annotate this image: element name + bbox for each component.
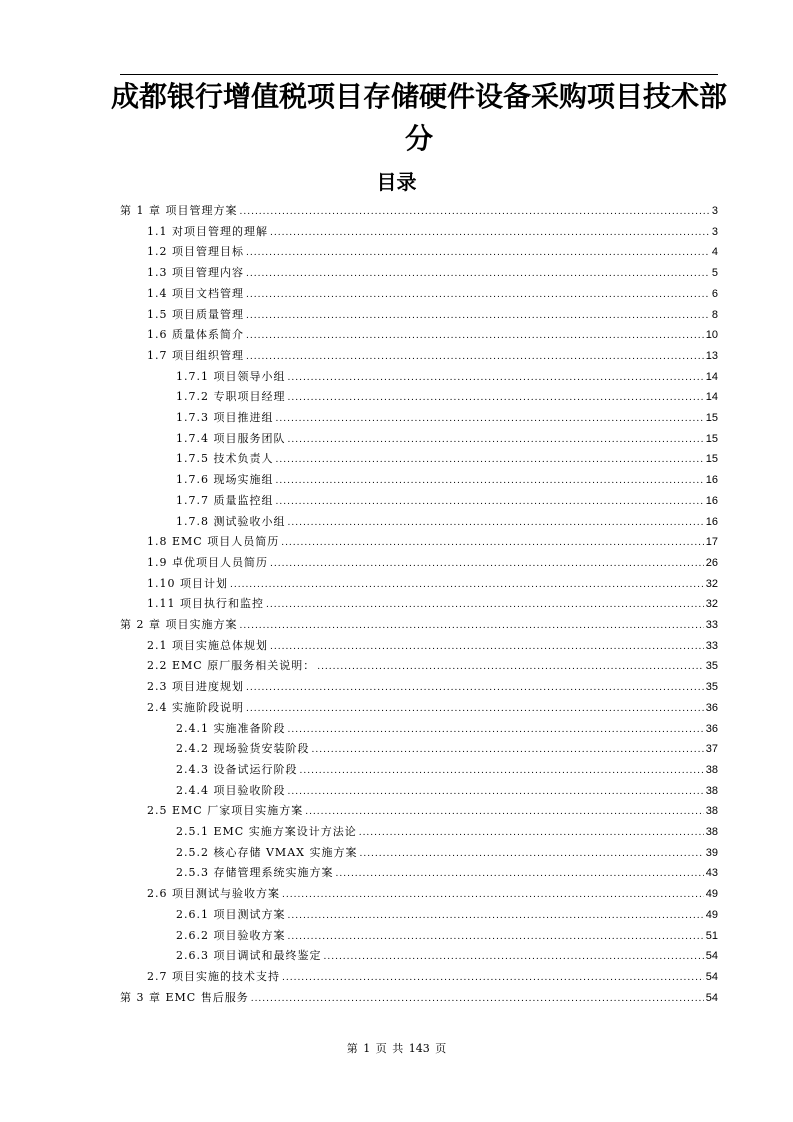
toc-entry-label: 2.4.4 项目验收阶段 bbox=[176, 783, 286, 797]
toc-dot-leader bbox=[288, 513, 704, 533]
toc-entry-page-number: 49 bbox=[705, 888, 718, 901]
toc-entry-label: 1.3 项目管理内容 bbox=[147, 266, 244, 280]
toc-entry-page-number: 43 bbox=[705, 867, 718, 880]
toc-entry-page-number: 38 bbox=[705, 826, 718, 838]
toc-entry[interactable] bbox=[147, 636, 718, 656]
toc-entry[interactable] bbox=[147, 553, 718, 573]
toc-dot-leader bbox=[300, 761, 704, 781]
toc-dot-leader bbox=[288, 906, 704, 926]
toc-entry[interactable] bbox=[176, 491, 718, 511]
toc-entry-page-number: 35 bbox=[705, 681, 718, 694]
toc-entry[interactable] bbox=[147, 594, 718, 614]
toc-entry[interactable] bbox=[176, 449, 718, 469]
toc-entry-label: 2.4.3 设备试运行阶段 bbox=[176, 762, 298, 776]
toc-entry[interactable] bbox=[176, 470, 718, 490]
toc-entry[interactable] bbox=[147, 242, 718, 262]
toc-dot-leader bbox=[282, 968, 704, 988]
toc-entry-label: 2.2 EMC 原厂服务相关说明： bbox=[147, 659, 316, 673]
toc-entry[interactable] bbox=[120, 615, 718, 635]
toc-entry-label: 第 3 章 EMC 售后服务 bbox=[120, 990, 249, 1004]
toc-dot-leader bbox=[270, 223, 710, 243]
toc-entry-page-number: 37 bbox=[705, 743, 718, 756]
toc-entry-label: 2.4.2 现场验货安装阶段 bbox=[176, 742, 310, 756]
toc-entry-page-number: 3 bbox=[711, 225, 718, 238]
toc-dot-leader bbox=[359, 823, 704, 843]
toc-entry[interactable] bbox=[176, 512, 718, 532]
toc-entry-page-number: 35 bbox=[705, 660, 718, 673]
toc-entry-page-number: 16 bbox=[705, 474, 718, 487]
toc-heading: 目录 bbox=[376, 170, 417, 194]
toc-entry[interactable] bbox=[176, 429, 718, 449]
toc-entry-page-number: 39 bbox=[705, 846, 718, 859]
toc-entry-label: 1.10 项目计划 bbox=[147, 576, 228, 590]
toc-dot-leader bbox=[270, 637, 704, 657]
toc-entry-page-number: 10 bbox=[705, 329, 718, 342]
toc-entry-label: 1.5 项目质量管理 bbox=[147, 307, 244, 321]
toc-entry[interactable] bbox=[147, 325, 718, 345]
toc-entry-label: 1.7.4 项目服务团队 bbox=[176, 431, 286, 445]
toc-entry-label: 1.4 项目文档管理 bbox=[147, 286, 244, 300]
toc-entry[interactable] bbox=[176, 905, 718, 925]
toc-entry[interactable] bbox=[176, 408, 718, 428]
toc-dot-leader bbox=[276, 471, 704, 491]
toc-entry-page-number: 17 bbox=[705, 536, 718, 549]
toc-dot-leader bbox=[230, 575, 704, 595]
toc-entry-label: 2.5.3 存储管理系统实施方案 bbox=[176, 866, 334, 880]
toc-entry-page-number: 16 bbox=[705, 494, 718, 507]
toc-entry[interactable] bbox=[176, 926, 718, 946]
toc-entry-page-number: 15 bbox=[705, 412, 718, 424]
toc-entry-label: 2.6 项目测试与验收方案 bbox=[147, 887, 280, 901]
toc-entry-label: 1.6 质量体系简介 bbox=[147, 328, 244, 342]
toc-dot-leader bbox=[246, 285, 710, 305]
toc-entry-page-number: 38 bbox=[705, 784, 718, 797]
toc-entry-label: 1.2 项目管理目标 bbox=[147, 245, 244, 259]
toc-entry[interactable] bbox=[147, 698, 718, 718]
toc-entry[interactable] bbox=[176, 760, 718, 780]
toc-entry-label: 2.7 项目实施的技术支持 bbox=[147, 969, 280, 983]
toc-entry-label: 第 2 章 项目实施方案 bbox=[120, 618, 238, 631]
toc-entry-label: 第 1 章 项目管理方案 bbox=[120, 204, 238, 217]
header-rule bbox=[120, 74, 718, 75]
toc-entry-page-number: 54 bbox=[705, 991, 718, 1004]
toc-dot-leader bbox=[251, 989, 704, 1009]
toc-entry[interactable] bbox=[176, 719, 718, 739]
toc-entry-page-number: 54 bbox=[705, 950, 718, 963]
toc-dot-leader bbox=[276, 450, 704, 470]
toc-dot-leader bbox=[281, 533, 704, 553]
page-footer: 第 1 页 共 143 页 bbox=[346, 1042, 447, 1055]
toc-dot-leader bbox=[288, 720, 704, 740]
toc-entry-label: 1.7.3 项目推进组 bbox=[176, 411, 274, 424]
toc-entry[interactable] bbox=[147, 574, 718, 594]
toc-entry-label: 2.5 EMC 厂家项目实施方案 bbox=[147, 804, 304, 818]
toc-entry-page-number: 36 bbox=[705, 722, 718, 735]
toc-entry-page-number: 15 bbox=[705, 453, 718, 466]
toc-entry-page-number: 4 bbox=[711, 246, 718, 259]
toc-entry-page-number: 54 bbox=[705, 970, 718, 983]
toc-entry-page-number: 38 bbox=[705, 805, 718, 818]
toc-entry-page-number: 49 bbox=[705, 908, 718, 921]
toc-entry[interactable] bbox=[176, 367, 718, 387]
toc-entry-page-number: 32 bbox=[705, 577, 718, 590]
toc-entry-page-number: 8 bbox=[711, 308, 718, 321]
toc-dot-leader bbox=[317, 657, 704, 677]
toc-dot-leader bbox=[246, 264, 710, 284]
toc-entry[interactable] bbox=[147, 305, 718, 325]
toc-dot-leader bbox=[240, 202, 710, 222]
toc-entry[interactable] bbox=[120, 201, 718, 221]
toc-dot-leader bbox=[246, 326, 704, 346]
toc-entry[interactable] bbox=[176, 781, 718, 801]
toc-entry-label: 1.7.2 专职项目经理 bbox=[176, 390, 286, 404]
toc-entry[interactable] bbox=[147, 532, 718, 552]
toc-entry-label: 1.1 对项目管理的理解 bbox=[147, 224, 268, 238]
toc-entry-page-number: 33 bbox=[705, 639, 718, 652]
toc-entry-page-number: 14 bbox=[705, 391, 718, 404]
toc-dot-leader bbox=[305, 802, 704, 822]
toc-dot-leader bbox=[282, 885, 704, 905]
toc-entry[interactable] bbox=[147, 346, 718, 366]
toc-entry-label: 1.7.7 质量监控组 bbox=[176, 493, 274, 507]
toc-entry[interactable] bbox=[176, 946, 718, 966]
toc-entry[interactable] bbox=[147, 263, 718, 283]
toc-entry-page-number: 14 bbox=[705, 370, 718, 383]
toc-entry[interactable] bbox=[147, 222, 718, 242]
toc-entry[interactable] bbox=[176, 843, 718, 863]
toc-entry[interactable] bbox=[147, 884, 718, 904]
toc-entry-page-number: 33 bbox=[705, 619, 718, 631]
toc-entry-label: 1.7 项目组织管理 bbox=[147, 348, 244, 362]
toc-dot-leader bbox=[359, 844, 703, 864]
toc-dot-leader bbox=[246, 306, 710, 326]
toc-dot-leader bbox=[266, 595, 704, 615]
toc-dot-leader bbox=[288, 368, 704, 388]
toc-entry-label: 1.7.8 测试验收小组 bbox=[176, 514, 286, 528]
toc-entry[interactable] bbox=[176, 387, 718, 407]
toc-dot-leader bbox=[324, 947, 704, 967]
toc-entry-label: 2.1 项目实施总体规划 bbox=[147, 638, 268, 652]
toc-entry[interactable] bbox=[147, 656, 718, 676]
toc-entry-label: 1.8 EMC 项目人员简历 bbox=[147, 535, 280, 549]
toc-dot-leader bbox=[288, 927, 704, 947]
toc-dot-leader bbox=[288, 782, 704, 802]
toc-entry[interactable] bbox=[176, 822, 718, 842]
toc-entry-label: 2.3 项目进度规划 bbox=[147, 680, 244, 694]
toc-entry-label: 2.5.2 核心存储 VMAX 实施方案 bbox=[176, 845, 358, 859]
toc-entry-label: 1.9 卓优项目人员简历 bbox=[147, 555, 268, 569]
toc-dot-leader bbox=[288, 388, 704, 408]
toc-entry-page-number: 15 bbox=[705, 432, 718, 445]
toc-entry[interactable] bbox=[147, 677, 718, 697]
toc-entry[interactable] bbox=[176, 739, 718, 759]
toc-dot-leader bbox=[276, 409, 704, 429]
toc-entry[interactable] bbox=[176, 863, 718, 883]
toc-entry-page-number: 26 bbox=[705, 556, 718, 569]
toc-entry[interactable] bbox=[147, 801, 718, 821]
toc-entry-label: 1.7.1 项目领导小组 bbox=[176, 369, 286, 383]
toc-dot-leader bbox=[246, 243, 710, 263]
toc-entry-page-number: 16 bbox=[705, 515, 718, 528]
toc-dot-leader bbox=[276, 492, 704, 512]
toc-entry-label: 1.11 项目执行和监控 bbox=[147, 597, 264, 611]
toc-entry-label: 2.4 实施阶段说明 bbox=[147, 700, 244, 714]
toc-entry-page-number: 3 bbox=[711, 205, 718, 217]
toc-entry-page-number: 6 bbox=[711, 287, 718, 300]
toc-dot-leader bbox=[246, 347, 704, 367]
toc-entry-label: 1.7.5 技术负责人 bbox=[176, 452, 274, 466]
toc-dot-leader bbox=[240, 616, 704, 636]
toc-dot-leader bbox=[312, 740, 704, 760]
toc-dot-leader bbox=[336, 864, 704, 884]
toc-entry-page-number: 5 bbox=[711, 267, 718, 280]
toc-dot-leader bbox=[288, 430, 704, 450]
toc-entry-label: 2.6.1 项目测试方案 bbox=[176, 907, 286, 921]
toc-entry-page-number: 51 bbox=[705, 929, 718, 942]
toc-dot-leader bbox=[246, 699, 704, 719]
toc-entry-label: 2.6.3 项目调试和最终鉴定 bbox=[176, 949, 322, 963]
toc-entry-page-number: 32 bbox=[705, 598, 718, 611]
toc-entry-label: 1.7.6 现场实施组 bbox=[176, 473, 274, 487]
toc-entry-page-number: 36 bbox=[705, 701, 718, 714]
toc-entry-label: 2.6.2 项目验收方案 bbox=[176, 928, 286, 942]
toc-entry[interactable] bbox=[120, 988, 718, 1008]
toc-entry-page-number: 13 bbox=[705, 349, 718, 362]
toc-entry[interactable] bbox=[147, 967, 718, 987]
toc-entry[interactable] bbox=[147, 284, 718, 304]
toc-dot-leader bbox=[270, 554, 704, 574]
toc-entry-label: 2.4.1 实施准备阶段 bbox=[176, 721, 286, 735]
toc-entry-label: 2.5.1 EMC 实施方案设计方法论 bbox=[176, 825, 357, 838]
document-title: 成都银行增值税项目存储硬件设备采购项目技术部分 bbox=[110, 80, 727, 155]
toc-dot-leader bbox=[246, 678, 704, 698]
toc-entry-page-number: 38 bbox=[705, 763, 718, 776]
